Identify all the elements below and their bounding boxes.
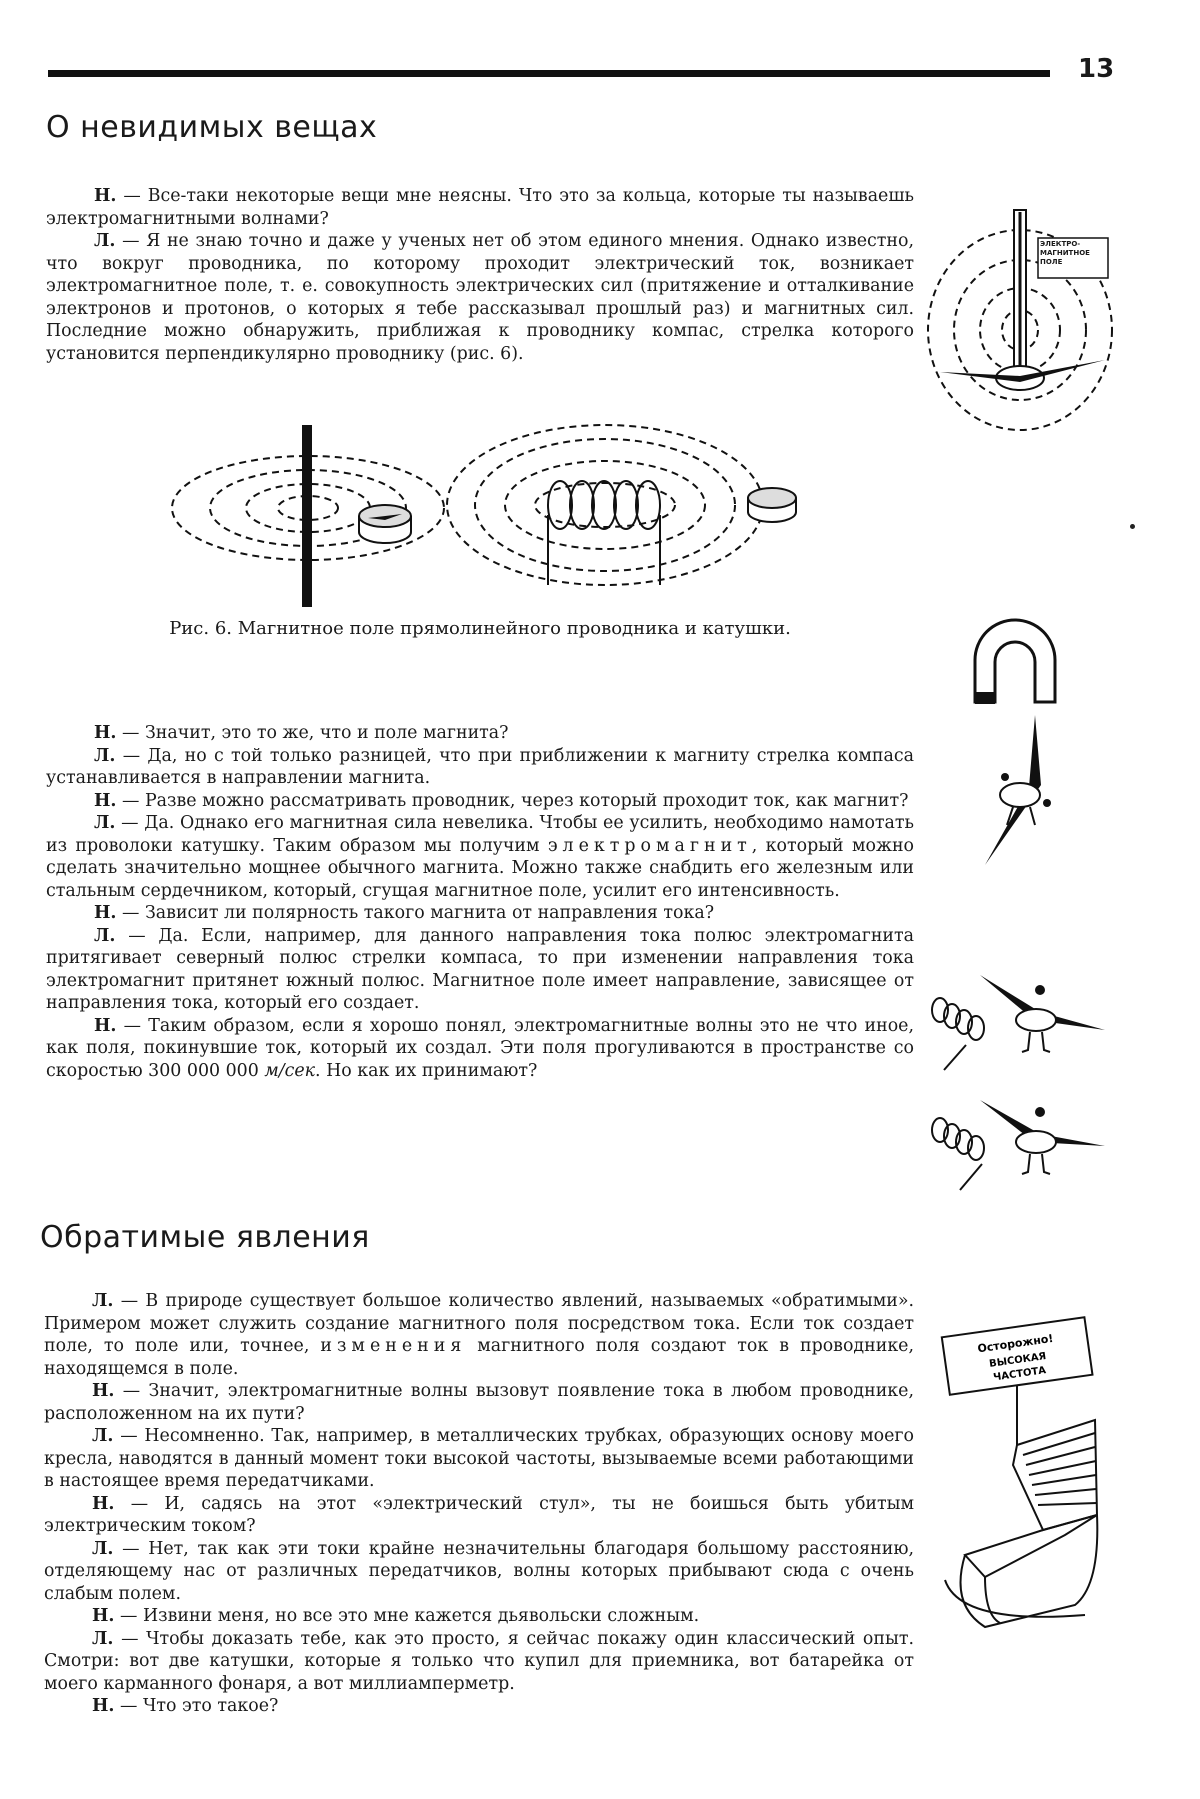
- margin-conductor-field-illustration: [930, 200, 1130, 490]
- speaker: Л.: [94, 813, 116, 833]
- section-title-reversible-phenomena: Обратимые явления: [40, 1220, 370, 1255]
- compass-body: [1016, 1131, 1056, 1153]
- speaker: Л.: [92, 1426, 114, 1446]
- field-line: [475, 439, 735, 571]
- coil: [932, 998, 984, 1070]
- speaker: Н.: [94, 723, 117, 743]
- figure-6-caption: Рис. 6. Магнитное поле прямолинейного проводника и катушки.: [169, 618, 791, 639]
- paragraph: [44, 1538, 914, 1606]
- section2-text: [44, 1290, 914, 1718]
- compass-figure-illustration: [975, 715, 1075, 875]
- section-title-invisible-things: О невидимых вещах: [46, 110, 378, 145]
- paragraph-text: . Но как их принимают?: [315, 1060, 538, 1081]
- sign-line-3: ЧАСТОТА: [992, 1365, 1047, 1384]
- paragraph-text: — Нет, так как эти токи крайне незначительны благодаря большому расстоянию, отделяющему нас от различных передатчиков, волны которых прибывают сюда с очень слабым полем.: [44, 1538, 914, 1604]
- page-number: 13: [1078, 54, 1115, 84]
- paragraph: [44, 1605, 914, 1628]
- speed-unit: м/сек: [264, 1060, 316, 1081]
- paragraph-text: , который можно сделать значительно мощнее обычного магнита. Можно также снабдить его железным или стальным сердечником, который, сгущая магнитное поле, усилит его интенсивность.: [46, 835, 915, 901]
- coil: [932, 1118, 984, 1190]
- paragraph: [46, 230, 914, 365]
- figure-6-illustration: [140, 420, 820, 610]
- speaker: Н.: [94, 903, 117, 923]
- paragraph: [46, 812, 914, 902]
- compass-body: [1016, 1009, 1056, 1031]
- print-speck: [1130, 524, 1135, 529]
- paragraph-text: — Несомненно. Так, например, в металлических трубках, образующих основу моего кресла, наводятся в данный момент токи высокой частоты, вызываемые всеми работающими в настоящее время передатчиками.: [44, 1426, 914, 1491]
- compass: [748, 488, 796, 522]
- speaker: Н.: [92, 1381, 115, 1401]
- tubular-chair: [945, 1420, 1097, 1627]
- horseshoe-magnet: [975, 620, 1055, 702]
- paragraph: [44, 1290, 914, 1380]
- speaker: Л.: [94, 231, 116, 251]
- paragraph-text: — Чтобы доказать тебе, как это просто, я сейчас покажу один классический опыт. Смотри: вот две катушки, которые я только что купил для приемника, вот батарейка от моего карманного фонаря, а вот миллиамперметр.: [44, 1628, 914, 1694]
- paragraph: [44, 1425, 914, 1493]
- coil-compass-illustration-2: [930, 1090, 1110, 1200]
- field-label-text: ЭЛЕКТРО-МАГНИТНОЕ ПОЛЕ: [1040, 240, 1090, 266]
- speaker: Л.: [92, 1628, 114, 1649]
- sign-line-2: ВЫСОКАЯ: [988, 1351, 1047, 1370]
- paragraph: [46, 185, 914, 230]
- header-rule: [48, 70, 1050, 77]
- speaker: Л.: [94, 925, 116, 946]
- emphasized-term: электромагнит: [547, 835, 752, 856]
- paragraph: [46, 925, 914, 1015]
- paragraph: [44, 1695, 914, 1718]
- paragraph-text: — Значит, электромагнитные волны вызовут появление тока в любом проводнике, расположенном на их пути?: [44, 1381, 914, 1424]
- speaker: Н.: [92, 1696, 115, 1716]
- paragraph: [46, 790, 914, 813]
- coil-compass-illustration-1: [930, 970, 1110, 1080]
- paragraph: [46, 1015, 914, 1083]
- field-line: [535, 483, 675, 527]
- straight-conductor: [302, 425, 312, 607]
- paragraph-text: — Я не знаю точно и даже у ученых нет об этом единого мнения. Однако известно, что вокруг проводника, по которому проходит электрический ток, возникает электромагнитное поле, т. е. совокупность электрических сил (притяжение и отталкивание электронов и протонов, о которых я тебе рассказывал прошлый раз) и магнитных сил. Последние можно обнаружить, приближая к проводнику компас, стрелка которого установится перпендикулярно проводнику (рис. 6).: [46, 231, 914, 364]
- straight-conductor-field: [172, 425, 444, 607]
- paragraph-text: — В природе существует большое количество явлений, называемых «обратимыми». Примером может служить создание магнитного поля посредством тока. Если ток создает поле, то поле или, точнее,: [44, 1291, 914, 1356]
- speaker: Л.: [94, 745, 116, 766]
- coil-field: [447, 425, 796, 585]
- dialogue-block-1: [46, 722, 914, 1082]
- paragraph-text: — Да, но с той только разницей, что при приближении к магниту стрелка компаса устанавливается в направлении магнита.: [46, 745, 914, 788]
- speaker: Н.: [94, 790, 117, 811]
- speaker: Н.: [94, 1015, 117, 1036]
- paragraph-text: — Извини меня, но все это мне кажется дьявольски сложным.: [114, 1606, 700, 1626]
- paragraph-text: — Таким образом, если я хорошо понял, электромагнитные волны это не что иное, как поля, покинувшие ток, который их создал. Эти поля прогуливаются в пространстве со скоростью 300 000 000: [46, 1015, 914, 1081]
- sign-line-1: Осторожно!: [976, 1331, 1055, 1356]
- field-line: [447, 425, 763, 585]
- paragraph: [44, 1628, 914, 1696]
- paragraph-text: магнитного поля создают ток в проводнике, находящемся в поле.: [44, 1336, 915, 1379]
- horseshoe-magnet-illustration: [955, 610, 1075, 710]
- paragraph-text: — И, садясь на этот «электрический стул», ты не боишься быть убитым электрическим током?: [44, 1493, 914, 1536]
- paragraph-text: — Что это такое?: [114, 1696, 279, 1716]
- section1-text: [46, 185, 914, 365]
- paragraph: [44, 1380, 914, 1425]
- warning-sign: [942, 1317, 1093, 1394]
- emphasized-term: изменения: [320, 1336, 467, 1356]
- paragraph-text: — Все-таки некоторые вещи мне неясны. Что это за кольца, которые ты называешь электромагнитными волнами?: [46, 186, 914, 229]
- paragraph: [46, 722, 914, 745]
- paragraph: [46, 745, 914, 790]
- paragraph: [46, 902, 914, 925]
- speaker: Н.: [92, 1493, 115, 1514]
- paragraph-text: — Разве можно рассматривать проводник, через который проходит ток, как магнит?: [116, 790, 909, 811]
- compass: [359, 505, 411, 543]
- speaker: Н.: [92, 1606, 115, 1626]
- paragraph-text: — Да. Однако его магнитная сила невелика. Чтобы ее усилить, необходимо намотать из проволоки катушку. Таким образом мы получим: [46, 813, 914, 856]
- speaker: Л.: [92, 1538, 114, 1559]
- paragraph-text: — Зависит ли полярность такого магнита от направления тока?: [116, 903, 715, 923]
- speaker: Л.: [92, 1291, 114, 1311]
- compass-body: [1000, 783, 1040, 807]
- paragraph-text: — Значит, это то же, что и поле магнита?: [116, 723, 509, 743]
- coil: [548, 481, 660, 585]
- paragraph: [44, 1493, 914, 1538]
- electric-chair-illustration: [925, 1315, 1110, 1645]
- paragraph-text: — Да. Если, например, для данного направления тока полюс электромагнита притягивает северный полюс стрелки компаса, то при изменении направления тока электромагнит притянет южный полюс. Магнитное поле имеет направление, зависящее от направления тока, который его создает.: [46, 925, 914, 1013]
- speaker: Н.: [94, 186, 117, 206]
